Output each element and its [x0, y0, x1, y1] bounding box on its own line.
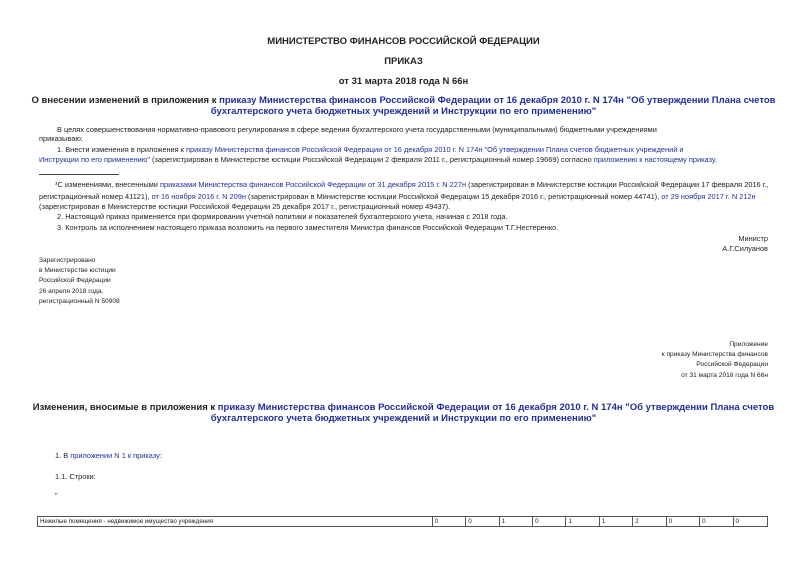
item1-prefix: 1. Внести изменения в приложения к: [57, 145, 187, 154]
changes-title-prefix: Изменения, вносимые в приложения к: [32, 402, 218, 413]
footnote-link2[interactable]: от 16 ноября 2016 г. N 209н: [151, 192, 246, 201]
footnote-rest3: (зарегистрирован в Министерстве юстиции Российской Федерации 15 декабря 2016 г., регистрационный номер 44741),: [245, 192, 662, 201]
changes-item11: 1.1. Строки:: [55, 472, 96, 481]
table-cell: 0: [466, 517, 499, 527]
item1-end: .: [714, 155, 717, 164]
footnote-separator: [39, 174, 119, 175]
appendix-block: [662, 340, 768, 381]
footnote-prefix: С изменениями, внесенными: [57, 180, 160, 189]
appendix-line: Российской Федерации: [696, 361, 768, 369]
registration-block: [39, 256, 120, 307]
appendix-line: к приказу Министерства финансов: [661, 351, 768, 359]
order-title-prefix: О внесении изменений в приложения к: [31, 95, 220, 106]
signature-name: А.Г.Силуанов: [722, 244, 768, 253]
order-heading: ПРИКАЗ: [384, 56, 423, 67]
footnote-link1[interactable]: приказами Министерства финансов Российской Федерации от 31 декабря 2015 г. N 227н: [159, 180, 467, 189]
order-title-link[interactable]: приказу Министерства финансов Российской Федерации от 16 декабря 2010 г. N 174н "Об утверждении Плана счетов: [219, 95, 776, 106]
table-cell: 0: [700, 517, 733, 527]
changes-title-line2: [0, 413, 807, 424]
item2: 2. Настоящий приказ применяется при формировании учетной политики и показателей бухгалтерского учета, начиная с 2018 года.: [57, 212, 508, 221]
accounts-table: [37, 516, 768, 527]
table-cell: 0: [432, 517, 465, 527]
changes-item1-end: :: [159, 451, 162, 460]
table-cell: 1: [499, 517, 532, 527]
registration-line: 26 апреля 2018 года,: [39, 287, 104, 295]
registration-line: Зарегистрировано: [39, 257, 96, 264]
item3: 3. Контроль за исполнением настоящего приказа возложить на первого заместителя Министра финансов Российской Федерации Т.Г.Нестеренко.: [57, 223, 559, 232]
preamble-line2: приказываю:: [39, 134, 83, 143]
footnote-line1: [55, 181, 769, 190]
order-date: от 31 марта 2018 года N 66н: [338, 76, 469, 87]
item1-line2: [39, 156, 717, 165]
ministry-heading: МИНИСТЕРСТВО ФИНАНСОВ РОССИЙСКОЙ ФЕДЕРАЦИИ: [267, 36, 540, 47]
footnote-marker: ¹: [55, 180, 58, 189]
table-cell: 1: [599, 517, 632, 527]
table-cell: 1: [566, 517, 599, 527]
signature-position: Министр: [738, 234, 768, 243]
item1-appendix-link[interactable]: приложению к настоящему приказу: [593, 155, 715, 164]
table-row: [38, 517, 768, 527]
quote-mark: ": [55, 491, 58, 500]
table-cell: 0: [666, 517, 699, 527]
item1-order-link-cont[interactable]: Инструкции по его применению": [39, 155, 150, 164]
table-cell: 2: [633, 517, 666, 527]
item1-order-link[interactable]: приказу Министерства финансов Российской Федерации от 16 декабря 2010 г. N 174н "Об утверждении Плана счетов бюджетных учреждений и: [186, 145, 684, 154]
registration-line: в Министерстве юстиции: [39, 267, 116, 275]
footnote-line2: [39, 193, 756, 202]
changes-title-link[interactable]: приказу Министерства финансов Российской Федерации от 16 декабря 2010 г. N 174н "Об утверждении Плана счетов: [217, 402, 775, 413]
table-cell: 0: [533, 517, 566, 527]
changes-title-link-cont[interactable]: бухгалтерского учета бюджетных учреждений и Инструкции по его применению": [210, 413, 597, 424]
footnote-line3: (зарегистрирован в Министерстве юстиции Российской Федерации 25 декабря 2017 г., регистрационный номер 49437).: [39, 202, 451, 211]
registration-line: Российской Федерации: [39, 277, 111, 285]
changes-title-line1: [0, 402, 807, 413]
appendix-line: Приложение: [729, 341, 768, 348]
table-cell: 0: [733, 517, 767, 527]
changes-item1-prefix: 1. В: [55, 451, 71, 460]
item1-rest: (зарегистрирован в Министерстве юстиции Российской Федерации 2 февраля 2011 г., регистрационный номер 19669) согласно: [149, 155, 594, 164]
order-title-line2: [0, 106, 807, 117]
table-cell: Нежилые помещения - недвижимое имущество учреждения: [38, 517, 433, 527]
footnote-link3[interactable]: от 29 ноября 2017 г. N 212н: [661, 192, 756, 201]
order-title-line1: [0, 95, 807, 106]
registration-line: регистрационный N 50908: [39, 297, 120, 305]
order-title-link-cont[interactable]: бухгалтерского учета бюджетных учреждений и Инструкции по его применению": [210, 106, 597, 117]
changes-item1: [55, 452, 162, 461]
footnote-rest2: регистрационный номер 41121),: [39, 192, 152, 201]
preamble-line1: В целях совершенствования нормативно-правового регулирования в сфере ведения бухгалтерского учета государственными (муниципальными) бюджетными учреждениями: [57, 125, 657, 134]
appendix-line: от 31 марта 2018 года N 66н: [681, 371, 768, 379]
footnote-rest1: (зарегистрирован в Министерстве юстиции Российской Федерации 17 февраля 2016 г.,: [466, 180, 769, 189]
appendix1-link[interactable]: приложении N 1 к приказу: [70, 451, 160, 460]
item1-line1: [57, 146, 684, 155]
